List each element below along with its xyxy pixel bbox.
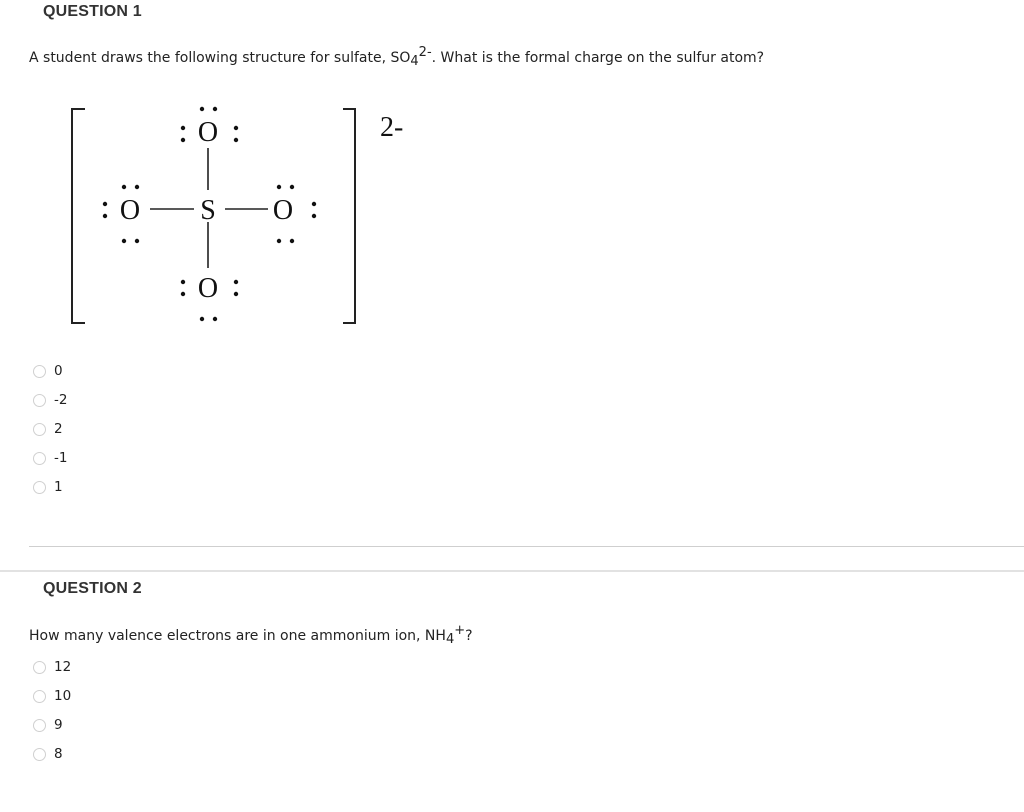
question-1-text-prefix: A student draws the following structure for sulfate, SO: [29, 50, 411, 66]
question-2-heading: QUESTION 2: [43, 580, 142, 597]
question-1-option-neg1[interactable]: [33, 448, 67, 468]
question-2-superscript: +: [454, 623, 466, 638]
option-label: 12: [54, 659, 72, 675]
left-oxygen: O: [119, 195, 141, 226]
radio-button[interactable]: [33, 719, 46, 732]
question-1-text-suffix: . What is the formal charge on the sulfur atom?: [431, 50, 765, 66]
option-label: 9: [54, 717, 63, 733]
radio-button[interactable]: [33, 423, 46, 436]
question-1-subscript: 4: [410, 54, 419, 69]
option-label: 0: [54, 363, 63, 379]
question-1-option-2[interactable]: [33, 419, 63, 439]
option-label: 2: [54, 421, 63, 437]
top-oxygen: O: [197, 117, 219, 148]
question-1-option-neg2[interactable]: [33, 390, 67, 410]
radio-button[interactable]: [33, 748, 46, 761]
radio-button[interactable]: [33, 365, 46, 378]
question-2-subscript: 4: [445, 632, 455, 647]
question-1-text: [29, 45, 765, 69]
charge-label: 2-: [380, 112, 404, 143]
radio-button[interactable]: [33, 481, 46, 494]
central-sulfur: S: [200, 195, 216, 226]
option-label: -1: [54, 450, 68, 466]
right-oxygen: O: [272, 195, 294, 226]
question-2-option-12[interactable]: [33, 657, 71, 677]
radio-button[interactable]: [33, 661, 46, 674]
bottom-oxygen: O: [197, 273, 219, 304]
question-divider: [29, 546, 1024, 547]
question-2-text-prefix: How many valence electrons are in one ammonium ion, NH: [29, 628, 446, 644]
question-2-option-9[interactable]: [33, 715, 63, 735]
question-2-text: [29, 623, 473, 647]
question-1-option-1[interactable]: [33, 477, 63, 497]
question-1-superscript: 2-: [418, 45, 432, 60]
radio-button[interactable]: [33, 394, 46, 407]
question-2-option-10[interactable]: [33, 686, 71, 706]
question-1-option-0[interactable]: [33, 361, 63, 381]
option-label: -2: [54, 392, 68, 408]
question-1-heading: QUESTION 1: [43, 3, 142, 20]
radio-button[interactable]: [33, 690, 46, 703]
question-separator: [0, 570, 1024, 572]
option-label: 8: [54, 746, 63, 762]
option-label: 10: [54, 688, 72, 704]
radio-button[interactable]: [33, 452, 46, 465]
option-label: 1: [54, 479, 63, 495]
question-2-text-suffix: ?: [465, 628, 473, 644]
sulfate-lewis-structure: [60, 90, 440, 335]
question-2-option-8[interactable]: [33, 744, 63, 764]
